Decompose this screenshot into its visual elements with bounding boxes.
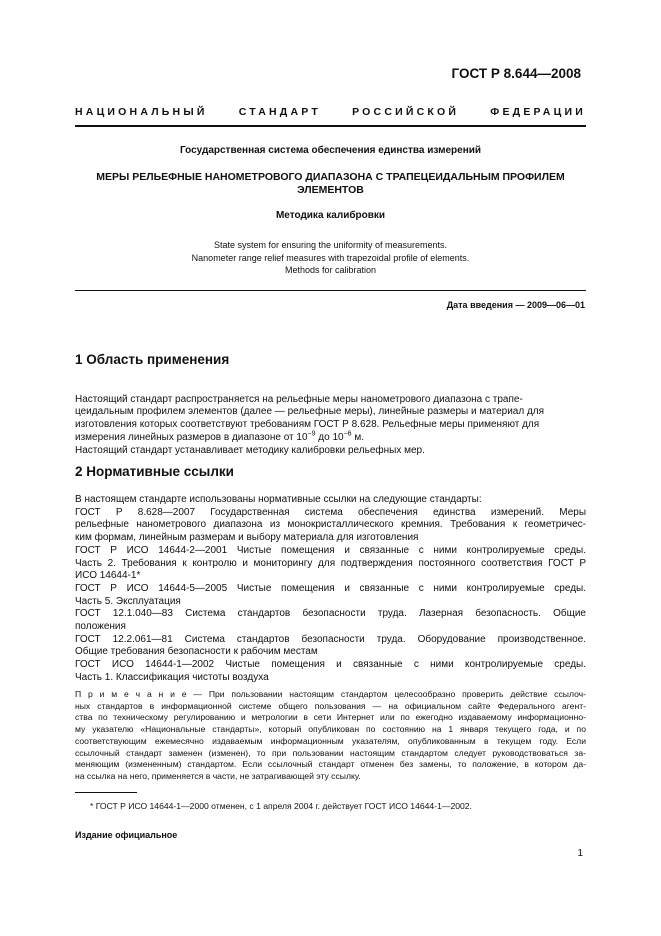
introduction-date: Дата введения — 2009—06—01 bbox=[446, 300, 585, 310]
note-label: П р и м е ч а н и е bbox=[75, 689, 187, 699]
section-2-heading: 2 Нормативные ссылки bbox=[75, 464, 234, 479]
footnote-divider bbox=[75, 792, 137, 793]
banner-word: СТАНДАРТ bbox=[238, 106, 321, 118]
banner-rule bbox=[75, 125, 586, 127]
method-title: Методика калибровки bbox=[275, 210, 386, 221]
section-1-body: Настоящий стандарт распространяется на рельефные меры нанометрового диапазона с трапе- цеидальным профилем элементов (далее — рельефные меры), линейные размеры и материал для изготовления которых соответствуют требованиям ГОСТ Р 8.628. Рельефные меры применяют для измерения линейных размеров в диапазоне от $10^{-9}$ до $10^{-6}$ м. Настоящий стандарт устанавливает методику калибровки рельефных мер. bbox=[75, 393, 545, 456]
national-standard-banner bbox=[75, 106, 586, 118]
footnote: * ГОСТ Р ИСО 14644-1—2000 отменен, с 1 апреля 2004 г. действует ГОСТ ИСО 14644-1—2002. bbox=[90, 801, 472, 811]
english-title: State system for ensuring the uniformity of measurements. Nanometer range relief measures with trapezoidal profile of elements. Methods for calibration bbox=[191, 240, 470, 275]
banner-word: НАЦИОНАЛЬНЫЙ bbox=[75, 106, 208, 118]
note-block: П р и м е ч а н и е — При пользовании настоящим стандартом целесообразно проверить действие ссылоч- ных стандартов в информационной системе общего пользования — на официальном сайте Федерального агент- ства по техническому регулированию и метрологии в сети Интернет или по ежегодно издаваемому информационно- му указателю «Национальные стандарты», который опубликован по состоянию на 1 января текущего года, и по соответствующим ежемесячно издаваемым информационным указателям, опубликованным в текущем году. Если ссылочный стандарт заменен (изменен), то при пользовании настоящим стандартом следует руководствоваться за- меняющим (измененным) стандартом. Если ссылочный стандарт отменен без замены, то положение, в котором да- на ссылка на него, применяется в части, не затрагивающей эту ссылку. bbox=[75, 689, 586, 781]
official-edition-label: Издание официальное bbox=[75, 830, 178, 840]
title-rule bbox=[75, 290, 586, 291]
banner-word: РОССИЙСКОЙ bbox=[352, 106, 460, 118]
page-number: 1 bbox=[577, 848, 583, 859]
section-2-body: В настоящем стандарте использованы нормативные ссылки на следующие стандарты: ГОСТ Р 8.628—2007 Государственная система обеспечения единства измерений. Меры рельефные нанометрового диапазона из монокристаллического кремния. Требования к геометричес- ким формам, линейным размерам и выбору материала для изготовления ГОСТ Р ИСО 14644-2—2001 Чистые помещения и связанные с ними контролируемые среды. Часть 2. Требования к контролю и мониторингу для подтверждения постоянного соответствия ГОСТ Р ИСО 14644-1* ГОСТ Р ИСО 14644-5—2005 Чистые помещения и связанные с ними контролируемые среды. Часть 5. Эксплуатация ГОСТ 12.1.040—83 Система стандартов безопасности труда. Лазерная безопасность. Общие положения ГОСТ 12.2.061—81 Система стандартов безопасности труда. Оборудование производственное. Общие требования безопасности к рабочим местам ГОСТ ИСО 14644-1—2002 Чистые помещения и связанные с ними контролируемые среды. Часть 1. Классификация чистоты воздуха bbox=[75, 494, 586, 683]
section-1-heading: 1 Область применения bbox=[75, 352, 230, 367]
system-title: Государственная система обеспечения единства измерений bbox=[179, 145, 482, 156]
main-title: МЕРЫ РЕЛЬЕФНЫЕ НАНОМЕТРОВОГО ДИАПАЗОНА С ТРАПЕЦЕИДАЛЬНЫМ ПРОФИЛЕМ ЭЛЕМЕНТОВ bbox=[96, 171, 565, 196]
standard-code: ГОСТ Р 8.644—2008 bbox=[451, 66, 581, 81]
banner-word: ФЕДЕРАЦИИ bbox=[490, 106, 586, 118]
